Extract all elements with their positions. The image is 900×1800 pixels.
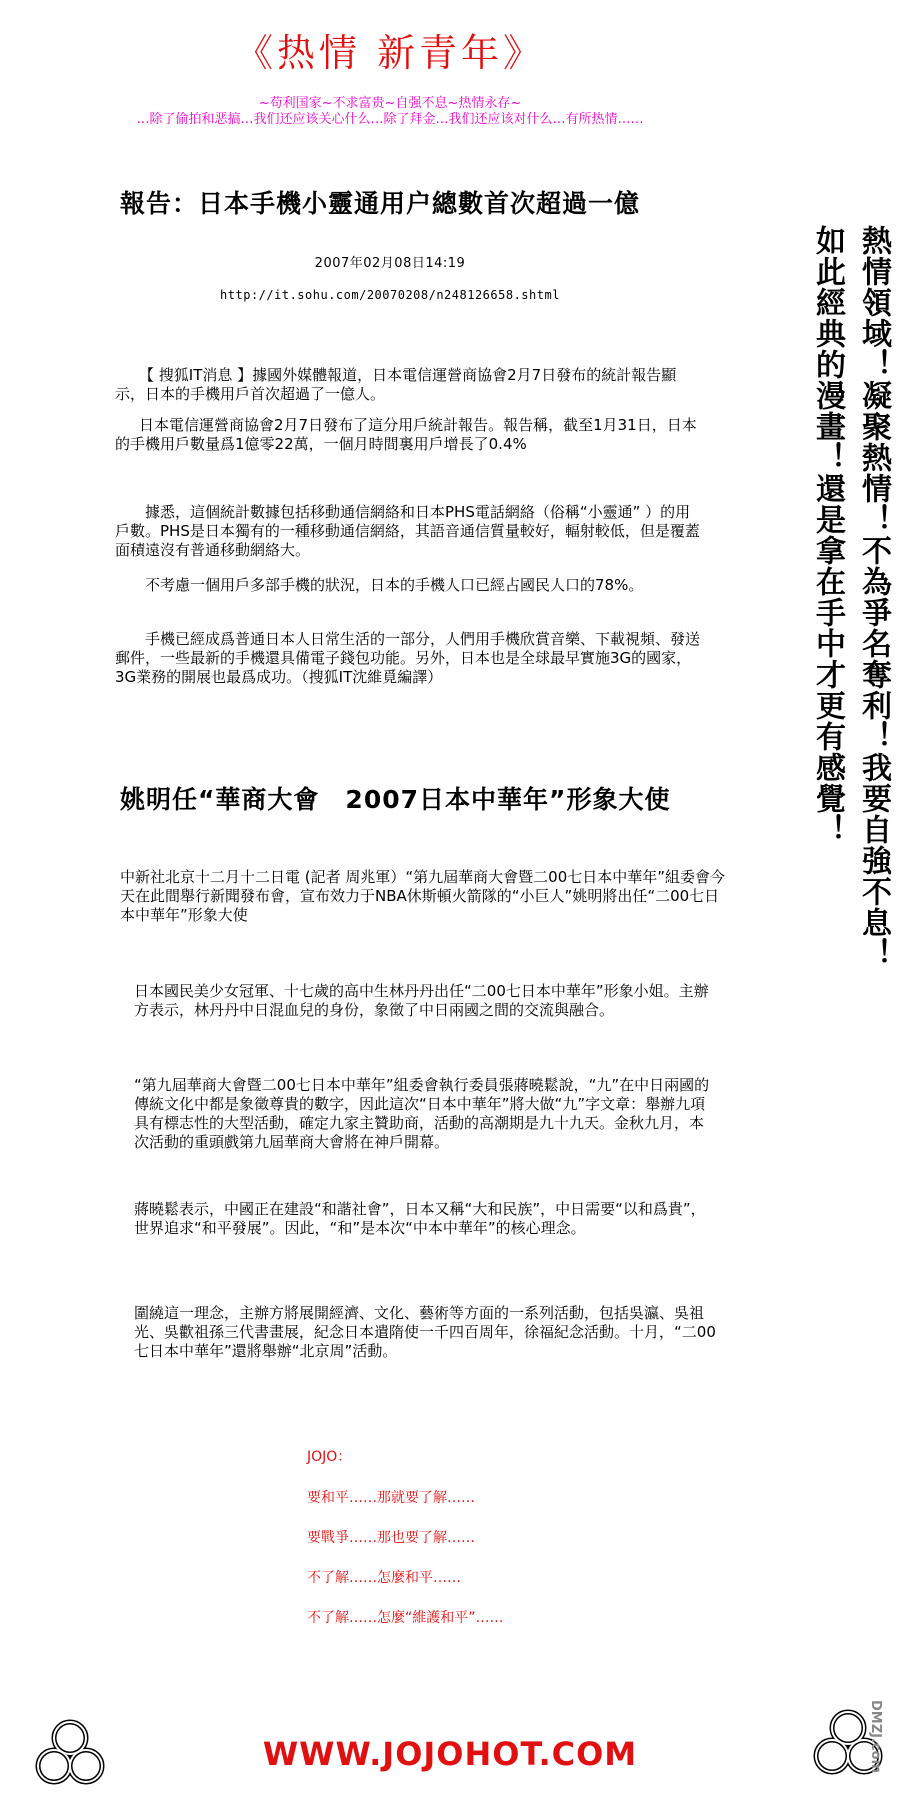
article-2-paragraph: 中新社北京十二月十二日電 (記者 周兆軍）“第九屆華商大會暨二00七日本中華年”組委會今天在此間舉行新聞發布會，宣布效力于NBA休斯頓火箭隊的“小巨人”姚明將出任“二00七日本中華年”形象大使: [120, 868, 726, 924]
article-2-paragraph: “第九屆華商大會暨二00七日本中華年”組委會執行委員張蔣曉鬆說，“九”在中日兩國的傳統文化中都是象徵尊貴的數字，因此這次“日本中華年”將大做“九”字文章：舉辦九項具有標志性的大型活動，確定九家主贊助商，活動的高潮期是九十九天。金秋九月，本次活動的重頭戲第九屆華商大會將在神戶開幕。: [134, 1076, 710, 1151]
site-title: 《热情 新青年》: [234, 31, 546, 75]
site-tagline: ~苟利国家~不求富贵~自强不息~热情永存~: [258, 96, 522, 111]
footer-site-link[interactable]: WWW.JOJOHOT.COM: [262, 1735, 638, 1773]
jojo-line: 要戰爭……那也要了解……: [307, 1530, 475, 1546]
article-1-paragraph: 【 搜狐IT消息 】據國外媒體報道，日本電信運營商協會2月7日發布的統計報告顯示，日本的手機用戶首次超過了一億人。: [115, 366, 677, 403]
vertical-slogan: 熱情領域！凝聚熱情！不為爭名奪利！我要自強不息！如此經典的漫畫！還是拿在手中才更有感覺！: [810, 225, 891, 969]
article-2-paragraph: 日本國民美少女冠軍、十七歲的高中生林丹丹出任“二00七日本中華年”形象小姐。主辦方表示，林丹丹中日混血兒的身份，象徵了中日兩國之間的交流與融合。: [134, 982, 709, 1019]
jojo-line: 不了解……怎麼“維護和平”……: [307, 1610, 504, 1626]
article-1-headline: 報告：日本手機小靈通用户總數首次超過一億: [120, 189, 641, 218]
site-subtagline: …除了偷拍和恶搞…我们还应该关心什么…除了拜金…我们还应该对什么…有所热情……: [136, 112, 644, 127]
article-1-paragraph: 手機已經成爲普通日本人日常生活的一部分，人們用手機欣賞音樂、下載視頻、發送郵件，一些最新的手機還具備電子錢包功能。另外，日本也是全球最早實施3G的國家，3G業務的開展也最爲成功。（搜狐IT沈維覓編譯）: [115, 630, 701, 686]
article-2-paragraph: 圍繞這一理念，主辦方將展開經濟、文化、藝術等方面的一系列活動，包括吳瀛、吳祖光、吳歡祖孫三代書畫展，紀念日本遣隋使一千四百周年，徐福紀念活動。十月，“二00七日本中華年”還將舉辦“北京周”活動。: [134, 1304, 716, 1360]
article-1-date: 2007年02月08日14:19: [314, 256, 466, 271]
article-1-paragraph: 日本電信運營商協會2月7日發布了這分用戶統計報告。報告稱，截至1月31日，日本的手機用戶數量爲1億零22萬，一個月時間裏用戶增長了0.4%: [115, 416, 697, 453]
article-2-headline: 姚明任“華商大會 2007日本中華年”形象大使: [120, 785, 671, 814]
watermark: DMZJ.com: [868, 1700, 883, 1774]
article-2-paragraph: 蔣曉鬆表示，中國正在建設“和諧社會”，日本又稱“大和民族”，中日需要“以和爲貴”，世界追求“和平發展”。因此，“和”是本次“中本中華年”的核心理念。: [134, 1200, 706, 1237]
jojo-line: 要和平……那就要了解……: [307, 1490, 475, 1506]
article-1-source-link[interactable]: http://it.sohu.com/20070208/n248126658.shtml: [220, 288, 560, 302]
jojo-signature: JOJO：: [307, 1449, 352, 1465]
jojo-line: 不了解……怎麼和平……: [307, 1570, 461, 1586]
article-1-paragraph: 據悉，這個統計數據包括移動通信網絡和日本PHS電話網絡（俗稱“小靈通” ）的用戶數。PHS是日本獨有的一種移動通信網絡，其語音通信質量較好，輻射較低，但是覆蓋面積遠沒有普通移動網絡大。: [115, 503, 700, 559]
article-1-paragraph: 不考慮一個用戶多部手機的狀況，日本的手機人口已經占國民人口的78%。: [145, 576, 644, 594]
